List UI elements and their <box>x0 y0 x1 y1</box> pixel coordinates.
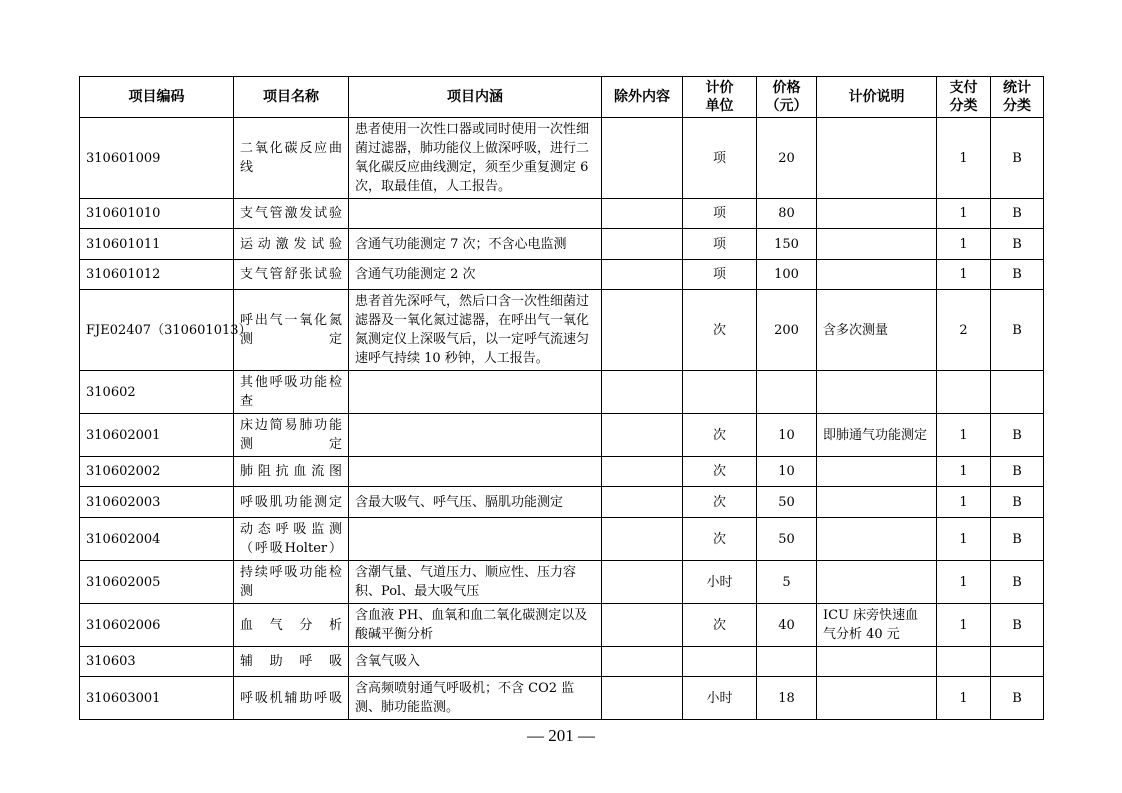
exclusions-cell <box>602 290 683 371</box>
pricing-unit-cell: 小时 <box>683 561 757 604</box>
pricing-note-cell <box>817 647 937 677</box>
item-content-cell <box>349 457 602 487</box>
pricing-note-cell <box>817 371 937 414</box>
pricing-unit-cell: 次 <box>683 290 757 371</box>
item-name-cell: 动态呼吸监测（呼吸Holter） <box>234 518 349 561</box>
item-content-cell: 含通气功能测定 7 次；不含心电监测 <box>349 229 602 260</box>
item-code-cell: 310602002 <box>80 457 234 487</box>
statistics-category-cell: B <box>991 604 1044 647</box>
payment-category-cell: 1 <box>937 414 991 457</box>
header-row <box>80 77 1044 118</box>
pricing-note-cell <box>817 199 937 229</box>
table-body <box>80 118 1044 720</box>
item-name-cell: 其他呼吸功能检查 <box>234 371 349 414</box>
statistics-category-cell: B <box>991 561 1044 604</box>
exclusions-cell <box>602 604 683 647</box>
table-row <box>80 518 1044 561</box>
table-row <box>80 260 1044 290</box>
exclusions-cell <box>602 647 683 677</box>
pricing-unit-cell <box>683 647 757 677</box>
item-content-cell: 含最大吸气、呼气压、膈肌功能测定 <box>349 487 602 518</box>
statistics-category-cell: B <box>991 487 1044 518</box>
pricing-note-cell <box>817 487 937 518</box>
price-cell: 10 <box>757 414 817 457</box>
exclusions-cell <box>602 229 683 260</box>
header-pricing-note: 计价说明 <box>817 77 937 118</box>
table-row <box>80 199 1044 229</box>
item-code-cell: 310601011 <box>80 229 234 260</box>
pricing-note-cell <box>817 260 937 290</box>
header-item-content: 项目内涵 <box>349 77 602 118</box>
table-row <box>80 414 1044 457</box>
pricing-unit-cell: 次 <box>683 457 757 487</box>
pricing-note-cell <box>817 518 937 561</box>
statistics-category-cell: B <box>991 414 1044 457</box>
pricing-unit-cell: 项 <box>683 199 757 229</box>
statistics-category-cell: B <box>991 290 1044 371</box>
table-row <box>80 604 1044 647</box>
item-code-cell: 310602003 <box>80 487 234 518</box>
header-payment-category: 支付 分类 <box>937 77 991 118</box>
table-row <box>80 371 1044 414</box>
item-code-cell: 310602 <box>80 371 234 414</box>
pricing-unit-cell: 项 <box>683 260 757 290</box>
item-code-cell: 310601010 <box>80 199 234 229</box>
statistics-category-cell: B <box>991 118 1044 199</box>
exclusions-cell <box>602 199 683 229</box>
payment-category-cell <box>937 371 991 414</box>
pricing-unit-cell: 项 <box>683 118 757 199</box>
price-cell <box>757 371 817 414</box>
item-name-cell: 二氧化碳反应曲线 <box>234 118 349 199</box>
price-cell: 50 <box>757 518 817 561</box>
price-cell: 18 <box>757 677 817 720</box>
payment-category-cell: 1 <box>937 561 991 604</box>
item-code-cell: 310603 <box>80 647 234 677</box>
header-item-code: 项目编码 <box>80 77 234 118</box>
item-name-cell: 支气管激发试验 <box>234 199 349 229</box>
item-code-cell: 310601009 <box>80 118 234 199</box>
pricing-note-cell <box>817 118 937 199</box>
header-exclusions: 除外内容 <box>602 77 683 118</box>
pricing-unit-cell: 次 <box>683 487 757 518</box>
item-content-cell <box>349 518 602 561</box>
table-row <box>80 487 1044 518</box>
exclusions-cell <box>602 118 683 199</box>
payment-category-cell: 1 <box>937 677 991 720</box>
header-item-name: 项目名称 <box>234 77 349 118</box>
price-cell: 40 <box>757 604 817 647</box>
pricing-unit-cell: 次 <box>683 604 757 647</box>
pricing-unit-cell: 项 <box>683 229 757 260</box>
exclusions-cell <box>602 561 683 604</box>
payment-category-cell: 1 <box>937 229 991 260</box>
pricing-unit-cell: 次 <box>683 414 757 457</box>
table-row <box>80 677 1044 720</box>
exclusions-cell <box>602 371 683 414</box>
item-name-cell: 呼吸肌功能测定 <box>234 487 349 518</box>
item-name-cell: 持续呼吸功能检测 <box>234 561 349 604</box>
statistics-category-cell: B <box>991 457 1044 487</box>
item-code-cell: 310602001 <box>80 414 234 457</box>
pricing-unit-cell <box>683 371 757 414</box>
item-code-cell: 310603001 <box>80 677 234 720</box>
pricing-note-cell: ICU 床旁快速血气分析 40 元 <box>817 604 937 647</box>
price-cell <box>757 647 817 677</box>
item-content-cell <box>349 414 602 457</box>
item-content-cell <box>349 199 602 229</box>
item-content-cell: 患者首先深呼气，然后口含一次性细菌过滤器及一氧化氮过滤器，在呼出气一氧化氮测定仪上深吸气后，以一定呼气流速匀速呼气持续 10 秒钟，人工报告。 <box>349 290 602 371</box>
page-number: — 201 — <box>527 726 595 745</box>
header-statistics-category: 统计 分类 <box>991 77 1044 118</box>
fee-schedule-table <box>79 76 1044 720</box>
item-name-cell: 辅助呼吸 <box>234 647 349 677</box>
exclusions-cell <box>602 260 683 290</box>
payment-category-cell: 1 <box>937 518 991 561</box>
statistics-category-cell: B <box>991 199 1044 229</box>
pricing-note-cell: 即肺通气功能测定 <box>817 414 937 457</box>
price-cell: 10 <box>757 457 817 487</box>
price-cell: 5 <box>757 561 817 604</box>
payment-category-cell <box>937 647 991 677</box>
item-content-cell: 含高频喷射通气呼吸机；不含 CO2 监测、肺功能监测。 <box>349 677 602 720</box>
item-code-cell: 310602006 <box>80 604 234 647</box>
exclusions-cell <box>602 518 683 561</box>
price-cell: 20 <box>757 118 817 199</box>
item-name-cell: 血气分析 <box>234 604 349 647</box>
statistics-category-cell: B <box>991 677 1044 720</box>
pricing-note-cell <box>817 229 937 260</box>
statistics-category-cell: B <box>991 518 1044 561</box>
item-content-cell: 含血液 PH、血氧和血二氧化碳测定以及酸碱平衡分析 <box>349 604 602 647</box>
pricing-note-cell <box>817 457 937 487</box>
item-content-cell: 患者使用一次性口器或同时使用一次性细菌过滤器，肺功能仪上做深呼吸，进行二氧化碳反应曲线测定，须至少重复测定 6 次，取最佳值，人工报告。 <box>349 118 602 199</box>
exclusions-cell <box>602 487 683 518</box>
pricing-note-cell <box>817 677 937 720</box>
table-row <box>80 118 1044 199</box>
item-content-cell: 含潮气量、气道压力、顺应性、压力容积、Pol、最大吸气压 <box>349 561 602 604</box>
item-code-cell: 310602005 <box>80 561 234 604</box>
table-row <box>80 290 1044 371</box>
table-row <box>80 561 1044 604</box>
payment-category-cell: 2 <box>937 290 991 371</box>
price-cell: 200 <box>757 290 817 371</box>
item-name-cell: 肺阻抗血流图 <box>234 457 349 487</box>
exclusions-cell <box>602 677 683 720</box>
payment-category-cell: 1 <box>937 199 991 229</box>
price-cell: 50 <box>757 487 817 518</box>
item-code-cell: FJE02407（310601013） <box>80 290 234 371</box>
statistics-category-cell <box>991 371 1044 414</box>
payment-category-cell: 1 <box>937 604 991 647</box>
item-code-cell: 310601012 <box>80 260 234 290</box>
item-content-cell <box>349 371 602 414</box>
exclusions-cell <box>602 457 683 487</box>
pricing-unit-cell: 次 <box>683 518 757 561</box>
statistics-category-cell <box>991 647 1044 677</box>
table-row <box>80 457 1044 487</box>
header-price: 价格 （元） <box>757 77 817 118</box>
item-code-cell: 310602004 <box>80 518 234 561</box>
item-content-cell: 含氧气吸入 <box>349 647 602 677</box>
item-name-cell: 床边简易肺功能测定 <box>234 414 349 457</box>
statistics-category-cell: B <box>991 229 1044 260</box>
price-cell: 80 <box>757 199 817 229</box>
pricing-unit-cell: 小时 <box>683 677 757 720</box>
table-row <box>80 229 1044 260</box>
statistics-category-cell: B <box>991 260 1044 290</box>
item-name-cell: 运动激发试验 <box>234 229 349 260</box>
exclusions-cell <box>602 414 683 457</box>
payment-category-cell: 1 <box>937 487 991 518</box>
payment-category-cell: 1 <box>937 260 991 290</box>
payment-category-cell: 1 <box>937 118 991 199</box>
payment-category-cell: 1 <box>937 457 991 487</box>
pricing-note-cell: 含多次测量 <box>817 290 937 371</box>
item-name-cell: 支气管舒张试验 <box>234 260 349 290</box>
item-name-cell: 呼出气一氧化氮测定 <box>234 290 349 371</box>
price-cell: 100 <box>757 260 817 290</box>
header-pricing-unit: 计价 单位 <box>683 77 757 118</box>
price-cell: 150 <box>757 229 817 260</box>
item-content-cell: 含通气功能测定 2 次 <box>349 260 602 290</box>
table-row <box>80 647 1044 677</box>
item-name-cell: 呼吸机辅助呼吸 <box>234 677 349 720</box>
pricing-note-cell <box>817 561 937 604</box>
